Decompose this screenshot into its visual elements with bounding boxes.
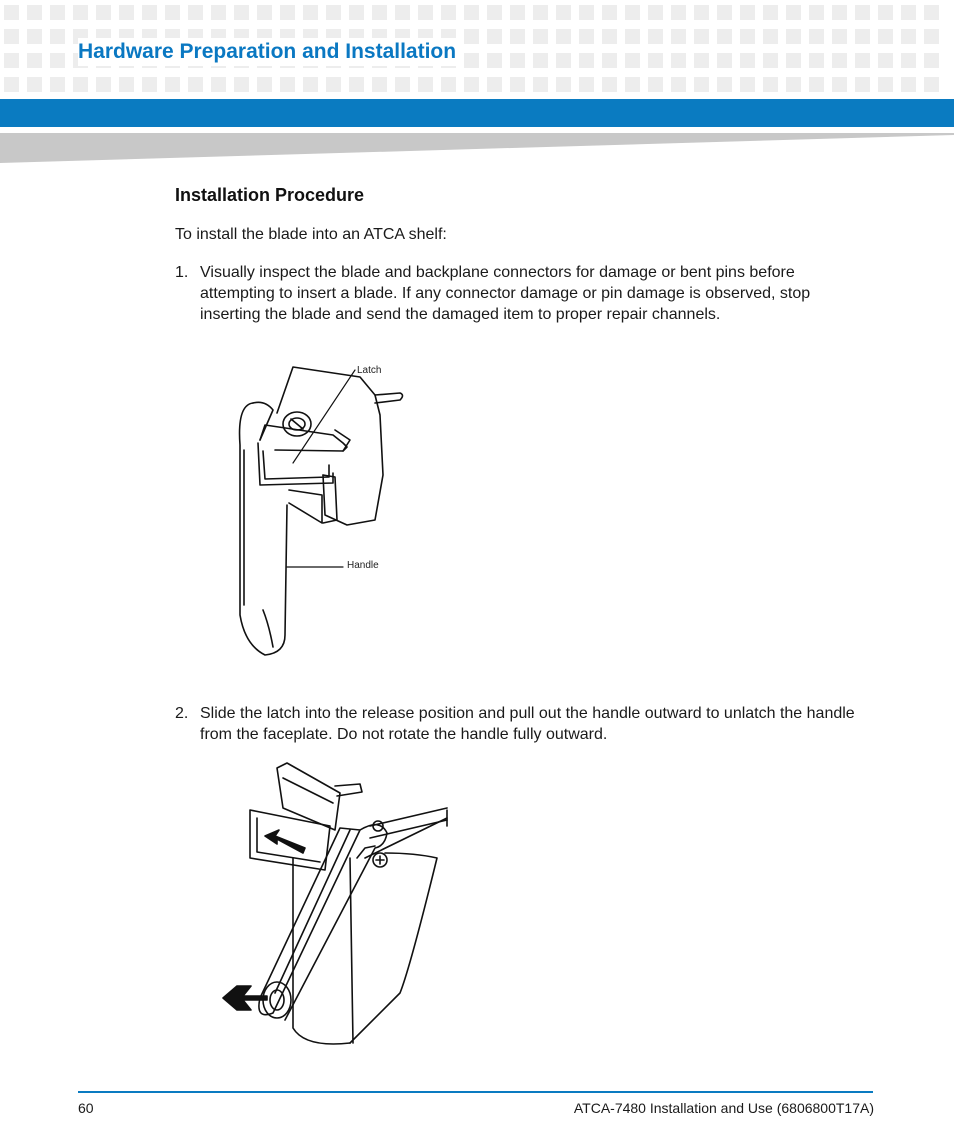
grid-row	[4, 77, 939, 92]
grid-square	[832, 53, 847, 68]
grid-square	[694, 29, 709, 44]
grid-square	[671, 77, 686, 92]
grid-square	[4, 77, 19, 92]
grid-square	[740, 53, 755, 68]
grid-square	[740, 29, 755, 44]
grid-square	[556, 53, 571, 68]
grid-square	[625, 53, 640, 68]
grid-square	[878, 29, 893, 44]
grid-square	[372, 77, 387, 92]
grid-square	[73, 5, 88, 20]
grid-square	[579, 29, 594, 44]
grid-square	[579, 5, 594, 20]
grid-square	[464, 53, 479, 68]
grid-square	[855, 53, 870, 68]
grid-square	[556, 29, 571, 44]
handle-label: Handle	[347, 560, 379, 571]
grid-square	[717, 5, 732, 20]
grid-square	[27, 5, 42, 20]
grid-square	[901, 5, 916, 20]
step-text: Visually inspect the blade and backplane connectors for damage or bent pins before attempting to insert a blade. If any connector damage or pin damage is observed, stop inserting the blade and send the damaged item to proper repair channels.	[200, 264, 811, 323]
grid-square	[809, 5, 824, 20]
grid-square	[671, 53, 686, 68]
grid-square	[326, 77, 341, 92]
grid-square	[579, 53, 594, 68]
grid-square	[50, 77, 65, 92]
grid-square	[556, 5, 571, 20]
grid-square	[533, 29, 548, 44]
step-text: Slide the latch into the release position and pull out the handle outward to unlatch the handle from the faceplate. Do not rotate the handle fully outward.	[200, 705, 855, 743]
grid-square	[234, 5, 249, 20]
grid-square	[487, 29, 502, 44]
grid-square	[671, 5, 686, 20]
figure-handle-pull-out	[215, 758, 455, 1053]
figure-latch-handle	[225, 355, 445, 665]
grid-square	[349, 77, 364, 92]
grid-square	[809, 53, 824, 68]
grid-square	[717, 77, 732, 92]
grid-square	[464, 77, 479, 92]
grid-square	[694, 5, 709, 20]
grid-square	[763, 5, 778, 20]
grid-square	[648, 53, 663, 68]
grid-square	[27, 53, 42, 68]
grid-square	[556, 77, 571, 92]
grid-square	[648, 5, 663, 20]
grid-square	[280, 5, 295, 20]
grid-square	[832, 29, 847, 44]
page-title: Hardware Preparation and Installation	[78, 38, 462, 66]
grid-square	[901, 53, 916, 68]
grid-square	[27, 77, 42, 92]
grid-square	[418, 5, 433, 20]
grid-square	[648, 29, 663, 44]
document-reference: ATCA-7480 Installation and Use (6806800T17A)	[573, 1100, 874, 1116]
grid-square	[878, 53, 893, 68]
grid-square	[533, 53, 548, 68]
header-gray-wedge	[0, 130, 954, 166]
grid-square	[763, 77, 778, 92]
grid-square	[763, 29, 778, 44]
grid-square	[855, 5, 870, 20]
grid-square	[188, 77, 203, 92]
grid-square	[418, 77, 433, 92]
grid-square	[464, 5, 479, 20]
grid-square	[234, 77, 249, 92]
grid-square	[487, 5, 502, 20]
grid-square	[211, 5, 226, 20]
step-2	[175, 703, 865, 745]
grid-square	[326, 5, 341, 20]
grid-square	[4, 53, 19, 68]
step-number: 2.	[175, 705, 189, 722]
grid-square	[740, 5, 755, 20]
grid-square	[211, 77, 226, 92]
grid-square	[533, 5, 548, 20]
latch-label: Latch	[357, 365, 382, 376]
grid-square	[855, 77, 870, 92]
grid-square	[924, 5, 939, 20]
grid-square	[602, 77, 617, 92]
grid-square	[579, 77, 594, 92]
grid-square	[809, 77, 824, 92]
grid-square	[487, 77, 502, 92]
grid-square	[924, 77, 939, 92]
grid-square	[878, 77, 893, 92]
grid-square	[717, 53, 732, 68]
grid-square	[96, 77, 111, 92]
grid-square	[786, 77, 801, 92]
grid-square	[786, 5, 801, 20]
intro-text: To install the blade into an ATCA shelf:	[175, 226, 447, 243]
grid-square	[441, 77, 456, 92]
grid-square	[50, 29, 65, 44]
grid-square	[763, 53, 778, 68]
grid-square	[165, 5, 180, 20]
grid-square	[395, 5, 410, 20]
grid-square	[924, 53, 939, 68]
grid-square	[717, 29, 732, 44]
grid-square	[510, 77, 525, 92]
grid-square	[510, 29, 525, 44]
grid-square	[188, 5, 203, 20]
grid-square	[625, 5, 640, 20]
grid-square	[303, 77, 318, 92]
section-title: Installation Procedure	[175, 185, 365, 205]
grid-square	[694, 77, 709, 92]
grid-square	[855, 29, 870, 44]
grid-square	[602, 53, 617, 68]
page-number: 60	[78, 1100, 94, 1116]
grid-square	[50, 53, 65, 68]
grid-square	[165, 77, 180, 92]
grid-square	[602, 29, 617, 44]
grid-square	[510, 5, 525, 20]
grid-square	[901, 77, 916, 92]
grid-square	[671, 29, 686, 44]
grid-square	[119, 5, 134, 20]
grid-square	[924, 29, 939, 44]
grid-square	[4, 5, 19, 20]
grid-square	[901, 29, 916, 44]
grid-square	[625, 29, 640, 44]
step-1	[175, 262, 865, 325]
footer-rule	[78, 1091, 873, 1093]
grid-square	[96, 5, 111, 20]
grid-square	[832, 5, 847, 20]
grid-square	[50, 5, 65, 20]
grid-square	[740, 77, 755, 92]
grid-square	[257, 5, 272, 20]
grid-square	[786, 29, 801, 44]
grid-square	[602, 5, 617, 20]
grid-square	[441, 5, 456, 20]
grid-square	[27, 29, 42, 44]
grid-square	[257, 77, 272, 92]
grid-square	[533, 77, 548, 92]
grid-square	[464, 29, 479, 44]
grid-square	[119, 77, 134, 92]
grid-square	[395, 77, 410, 92]
step-number: 1.	[175, 264, 189, 281]
grid-square	[625, 77, 640, 92]
grid-square	[142, 5, 157, 20]
grid-square	[694, 53, 709, 68]
grid-square	[487, 53, 502, 68]
grid-square	[349, 5, 364, 20]
grid-row	[4, 5, 939, 20]
grid-square	[878, 5, 893, 20]
grid-square	[832, 77, 847, 92]
grid-square	[510, 53, 525, 68]
grid-square	[372, 5, 387, 20]
header-blue-bar	[0, 99, 954, 127]
grid-square	[303, 5, 318, 20]
grid-square	[4, 29, 19, 44]
grid-square	[73, 77, 88, 92]
grid-square	[786, 53, 801, 68]
grid-square	[809, 29, 824, 44]
grid-square	[280, 77, 295, 92]
grid-square	[648, 77, 663, 92]
grid-square	[142, 77, 157, 92]
